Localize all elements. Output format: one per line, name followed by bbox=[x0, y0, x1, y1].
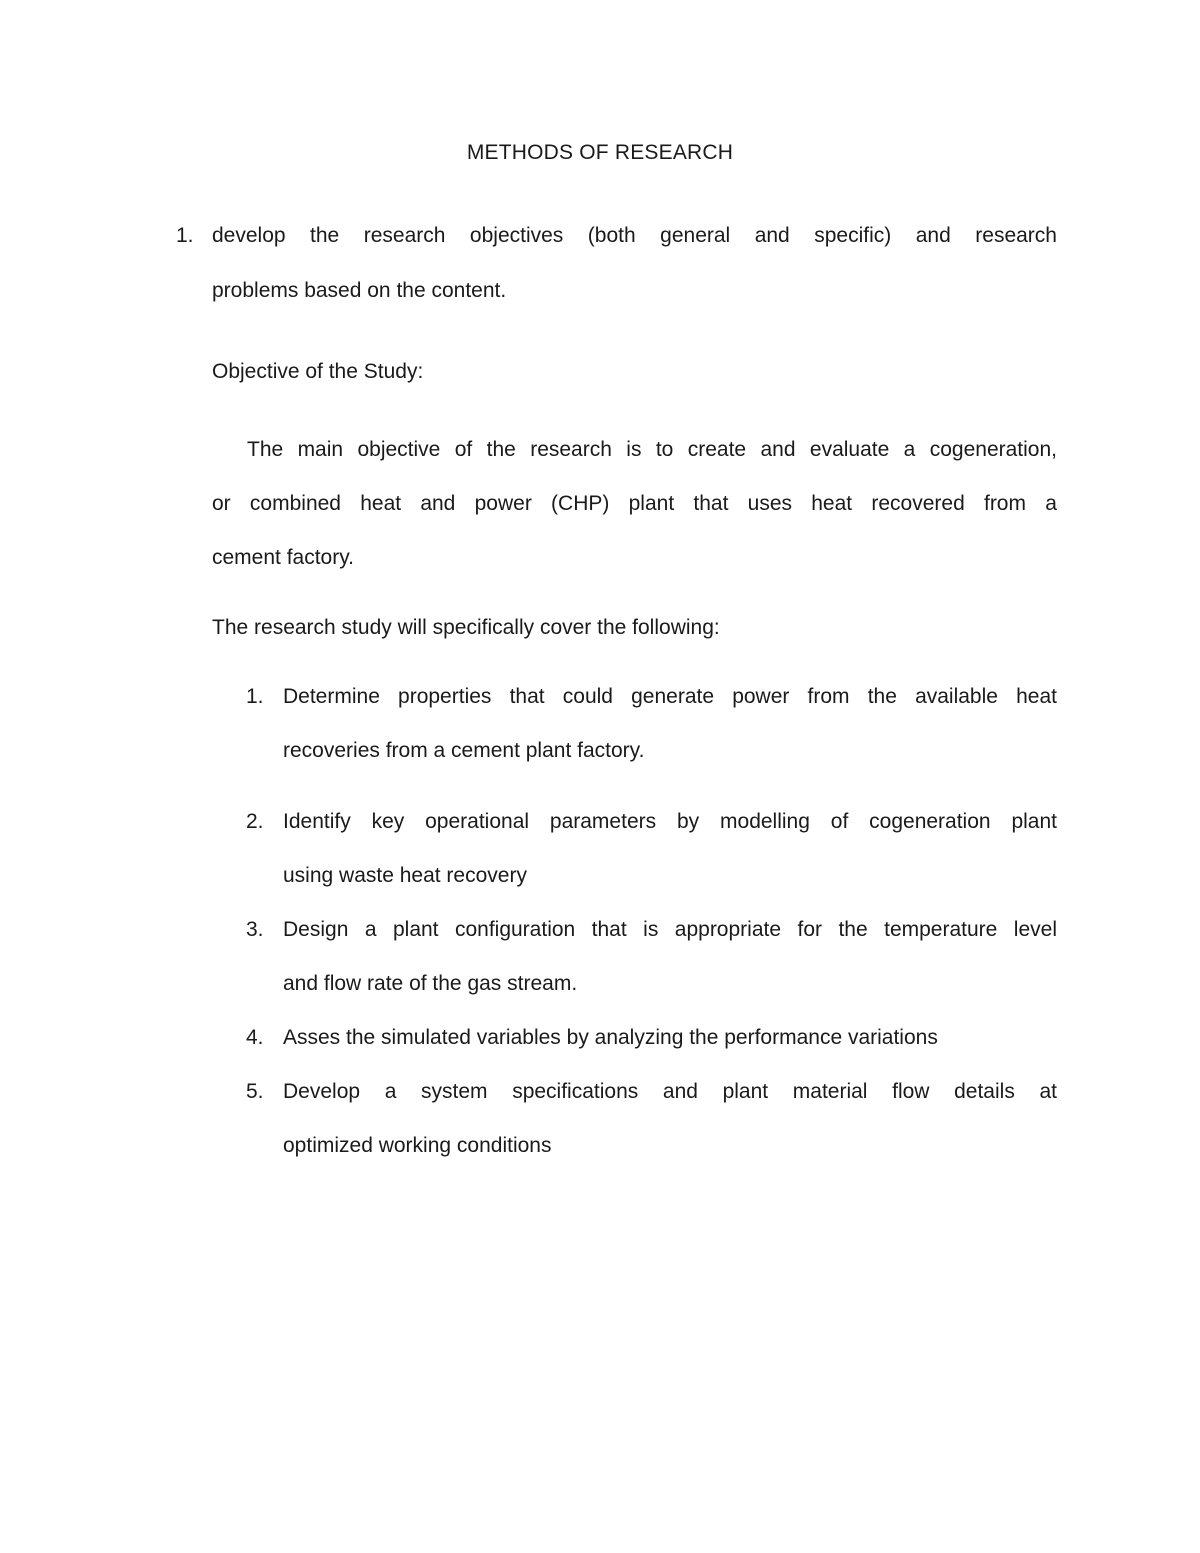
word: main bbox=[297, 438, 344, 461]
document-title: METHODS OF RESEARCH bbox=[466, 141, 734, 164]
list-item-line: using waste heat recovery bbox=[283, 864, 527, 887]
word: heat bbox=[1016, 685, 1057, 708]
list-item-number: 2. bbox=[246, 810, 264, 833]
word: objectives bbox=[469, 224, 564, 247]
word: the bbox=[310, 224, 340, 247]
word: create bbox=[687, 438, 747, 461]
word: parameters bbox=[549, 810, 657, 833]
list-item-line: and flow rate of the gas stream. bbox=[283, 972, 578, 995]
word: and bbox=[662, 1080, 698, 1103]
word: plant bbox=[1011, 810, 1057, 833]
word: research bbox=[530, 438, 612, 461]
word: and bbox=[915, 224, 951, 247]
word: at bbox=[1039, 1080, 1057, 1103]
word: could bbox=[562, 685, 613, 708]
word: from bbox=[807, 685, 850, 708]
word: (both bbox=[587, 224, 636, 247]
item1-line1 bbox=[212, 224, 1057, 248]
word: details bbox=[954, 1080, 1015, 1103]
word: (CHP) bbox=[551, 492, 610, 515]
word: heat bbox=[811, 492, 853, 515]
word: Identify bbox=[283, 810, 351, 833]
word: a bbox=[1045, 492, 1057, 515]
word: the bbox=[867, 685, 897, 708]
word: configuration bbox=[454, 918, 576, 941]
word: modelling bbox=[720, 810, 810, 833]
word: evaluate bbox=[809, 438, 890, 461]
list-item-number: 1. bbox=[246, 685, 264, 708]
word: that bbox=[591, 918, 627, 941]
word: generate bbox=[631, 685, 715, 708]
word: properties bbox=[398, 685, 492, 708]
list-item-line bbox=[283, 685, 1057, 709]
list-item-number: 3. bbox=[246, 918, 264, 941]
list-item-line: recoveries from a cement plant factory. bbox=[283, 739, 645, 762]
list-item-line bbox=[283, 1080, 1057, 1104]
word: is bbox=[626, 438, 642, 461]
word: plant bbox=[392, 918, 439, 941]
word: recovered bbox=[871, 492, 965, 515]
word: power bbox=[732, 685, 790, 708]
item-number: 1. bbox=[176, 224, 194, 247]
word: The bbox=[247, 438, 284, 461]
word: a bbox=[364, 918, 377, 941]
list-item-number: 4. bbox=[246, 1026, 264, 1049]
word: and bbox=[754, 224, 790, 247]
word: to bbox=[655, 438, 674, 461]
item1-line2: problems based on the content. bbox=[212, 279, 507, 302]
word: appropriate bbox=[674, 918, 782, 941]
word: is bbox=[643, 918, 659, 941]
word: material bbox=[792, 1080, 868, 1103]
word: and bbox=[420, 492, 456, 515]
word: combined bbox=[249, 492, 341, 515]
list-item-line bbox=[283, 810, 1057, 834]
word: heat bbox=[360, 492, 402, 515]
word: research bbox=[975, 224, 1057, 247]
objective-paragraph-line2 bbox=[212, 492, 1057, 516]
word: the bbox=[486, 438, 516, 461]
word: research bbox=[363, 224, 446, 247]
word: general bbox=[660, 224, 731, 247]
word: by bbox=[676, 810, 700, 833]
word: of bbox=[830, 810, 849, 833]
word: system bbox=[421, 1080, 488, 1103]
list-item-line: Asses the simulated variables by analyzing the performance variations bbox=[283, 1026, 938, 1049]
list-item-line: optimized working conditions bbox=[283, 1134, 552, 1157]
word: temperature bbox=[884, 918, 998, 941]
word: cogeneration bbox=[869, 810, 991, 833]
word: plant bbox=[628, 492, 675, 515]
word: specifications bbox=[512, 1080, 639, 1103]
word: or bbox=[212, 492, 231, 515]
word: cogeneration, bbox=[929, 438, 1057, 461]
objective-paragraph-line1 bbox=[247, 438, 1057, 462]
word: a bbox=[903, 438, 916, 461]
word: plant bbox=[722, 1080, 769, 1103]
word: specific) bbox=[814, 224, 892, 247]
word: for bbox=[797, 918, 822, 941]
objective-paragraph-line3: cement factory. bbox=[212, 546, 354, 569]
word: and bbox=[760, 438, 796, 461]
word: available bbox=[915, 685, 998, 708]
word: the bbox=[838, 918, 868, 941]
word: key bbox=[371, 810, 405, 833]
word: develop bbox=[212, 224, 286, 247]
list-item-line bbox=[283, 918, 1057, 942]
word: of bbox=[454, 438, 473, 461]
list-item-number: 5. bbox=[246, 1080, 264, 1103]
word: Determine bbox=[283, 685, 380, 708]
word: a bbox=[384, 1080, 397, 1103]
word: Design bbox=[283, 918, 349, 941]
word: Develop bbox=[283, 1080, 361, 1103]
word: that bbox=[693, 492, 729, 515]
word: uses bbox=[747, 492, 793, 515]
word: power bbox=[474, 492, 532, 515]
specific-intro: The research study will specifically cover the following: bbox=[212, 616, 720, 639]
word: objective bbox=[357, 438, 441, 461]
word: that bbox=[509, 685, 545, 708]
word: from bbox=[983, 492, 1026, 515]
word: operational bbox=[425, 810, 530, 833]
word: level bbox=[1013, 918, 1057, 941]
word: flow bbox=[892, 1080, 930, 1103]
objective-heading: Objective of the Study: bbox=[212, 360, 424, 383]
